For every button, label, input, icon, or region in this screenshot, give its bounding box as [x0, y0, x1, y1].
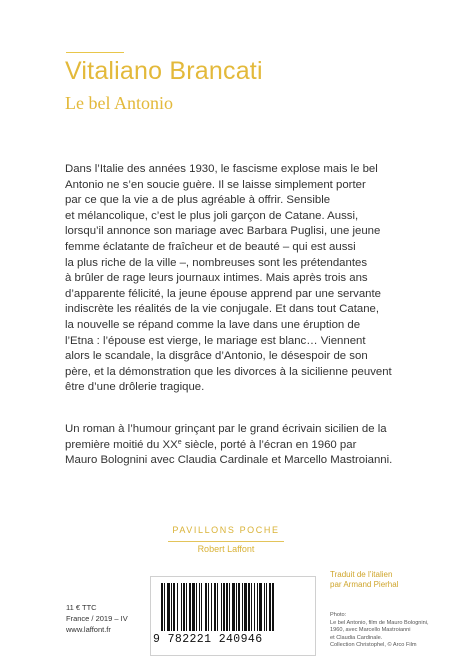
barcode-bar [259, 583, 262, 631]
description-line: femme éclatante de fraîcheur et de beauté – qui est aussi [65, 240, 356, 253]
century-numeral: XX [162, 438, 178, 451]
book-title: Le bel Antonio [65, 93, 173, 113]
author-name: Vitaliano Brancati [65, 57, 263, 85]
barcode-bar [183, 583, 185, 631]
barcode-bar [266, 583, 267, 631]
credit-line: Le bel Antonio, film de Mauro Bolognini, [330, 619, 429, 626]
credit-line: Collection Christophel, © Arco Film [330, 642, 417, 648]
barcode-bar [214, 583, 216, 631]
barcode-bar [173, 583, 175, 631]
isbn-number: 9 782221 240946 [153, 633, 263, 646]
price-line: www.laffont.fr [66, 625, 111, 634]
description-line: la plus riche de la ville –, nombreuses sont les prétendantes [65, 256, 368, 269]
description-line: par ce que la vie a de plus agréable à offrir. Sensible [65, 194, 331, 207]
publisher-name: Robert Laffont [197, 544, 255, 554]
barcode-bar [164, 583, 165, 631]
translator-line: Traduit de l’italien [330, 570, 393, 579]
description-line: père, et la démonstration que les divorces à la sicilienne peuvent [65, 365, 392, 378]
top-accent-rule [66, 52, 124, 53]
description-line: la nouvelle se répand comme la lave dans une éruption de [65, 318, 361, 331]
price-line: 11 € TTC [66, 603, 97, 612]
description-line: Antonio ne s’en soucie guère. Il se laisse simplement porter [65, 178, 366, 191]
barcode-bar [223, 583, 225, 631]
barcode-bar [269, 583, 271, 631]
barcode-bar [201, 583, 202, 631]
blurb [65, 422, 415, 469]
description-line: indiscrète les réalités de la vie conjugale. Et dans tout Catane, [65, 303, 380, 316]
barcode-bar [251, 583, 252, 631]
barcode-bar [205, 583, 207, 631]
barcode-bar [186, 583, 187, 631]
barcode-bar [248, 583, 250, 631]
credit-line: Photo: [330, 612, 347, 618]
description [65, 162, 405, 396]
collection-divider [168, 541, 284, 542]
collection-name: PAVILLONS POCHE [172, 525, 280, 535]
description-line: l’Etna : l’épouse est vierge, le mariage est blanc… Viennent [65, 334, 366, 347]
barcode-bar [232, 583, 235, 631]
barcode-bar [226, 583, 228, 631]
price-line: France / 2019 – IV [66, 614, 128, 623]
barcode-bar [242, 583, 243, 631]
barcode-bar [208, 583, 209, 631]
barcode-bar [192, 583, 195, 631]
description-line: être d’une drôlerie tragique. [65, 381, 205, 394]
barcode-bar [211, 583, 212, 631]
barcode-bar [167, 583, 170, 631]
description-line: à brûler de rage leurs journaux intimes. Mais après trois ans [65, 272, 368, 285]
barcode-bar [244, 583, 247, 631]
barcode-bar [196, 583, 197, 631]
credit-line: et Claudia Cardinale. [330, 634, 383, 641]
barcode-bar [238, 583, 240, 631]
barcode-bar [236, 583, 237, 631]
barcode-bar [229, 583, 230, 631]
description-line: d’apparente félicité, la jeune épouse apprend par une servante [65, 287, 382, 300]
barcode-bar [161, 583, 163, 631]
blurb-line: Mauro Bolognini avec Claudia Cardinale et Marcello Mastroianni. [65, 454, 393, 467]
barcode-bar [264, 583, 265, 631]
description-line: lorsqu’il annonce son mariage avec Barbara Puglisi, une jeune [65, 225, 381, 238]
barcode [161, 583, 305, 633]
credit-line: 1960, avec Marcello Mastroianni [330, 627, 411, 633]
blurb-text: siècle, porté à l’écran en 1960 par [181, 438, 357, 451]
price-info [66, 602, 146, 635]
barcode-bar [254, 583, 255, 631]
description-line: Dans l’Italie des années 1930, le fascisme explose mais le bel [65, 163, 378, 175]
photo-credit [330, 612, 442, 650]
barcode-bar [272, 583, 274, 631]
translator-line: par Armand Pierhal [330, 580, 399, 589]
translator-credit [330, 570, 440, 590]
century-superscript: e [177, 438, 182, 446]
blurb-text: première moitié du [65, 438, 163, 451]
barcode-bar [257, 583, 258, 631]
barcode-bar [177, 583, 178, 631]
barcode-box [150, 576, 316, 656]
barcode-bar [181, 583, 182, 631]
barcode-bar [171, 583, 172, 631]
blurb-line [65, 438, 415, 454]
barcode-bar [221, 583, 222, 631]
barcode-bar [199, 583, 200, 631]
barcode-bar [189, 583, 191, 631]
description-line: alors le scandale, la disgrâce d’Antonio, le désespoir de son [65, 350, 368, 363]
blurb-line: Un roman à l’humour grinçant par le grand écrivain sicilien de la [65, 423, 387, 435]
barcode-bar [217, 583, 218, 631]
description-line: et mélancolique, c’est le plus joli garçon de Catane. Aussi, [65, 209, 359, 222]
